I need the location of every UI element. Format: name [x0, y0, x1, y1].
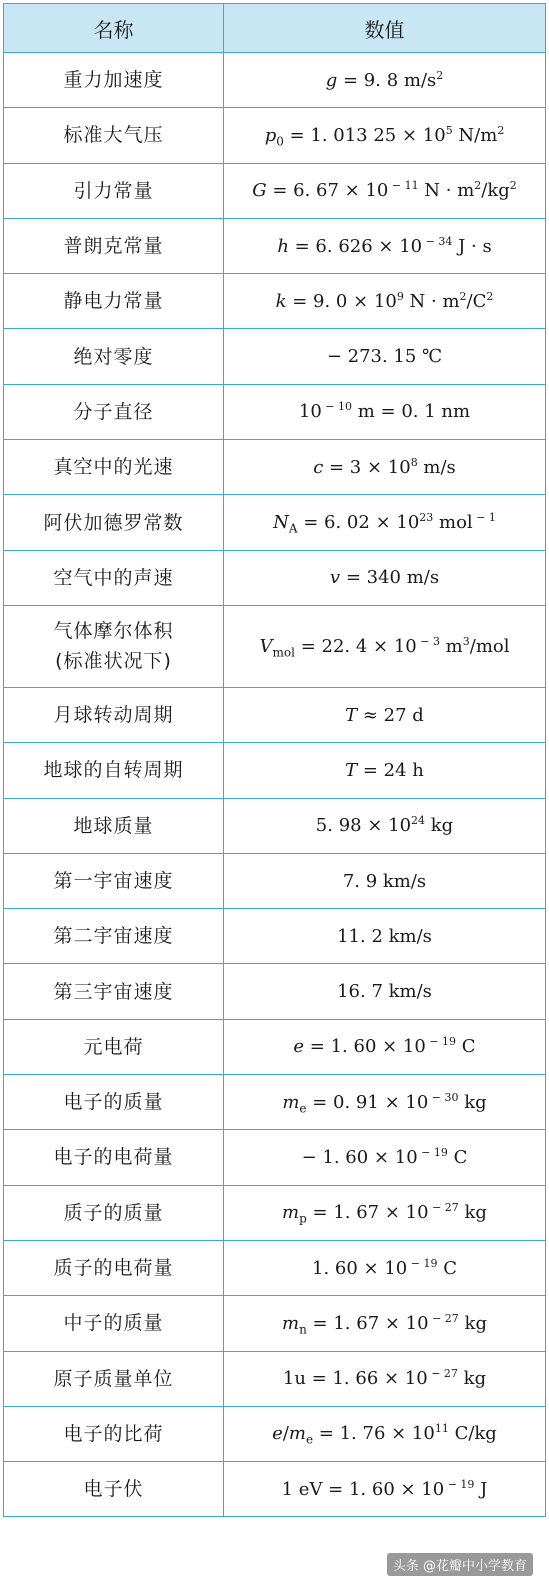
value-part-sup: − 27 — [427, 1367, 458, 1381]
constant-value — [224, 1130, 546, 1185]
constant-name-text: 绝对零度 — [73, 345, 154, 368]
table-row — [4, 1019, 546, 1074]
constant-name — [4, 495, 224, 550]
value-part-sup: 24 — [411, 814, 426, 828]
value-part-var: m — [282, 1312, 300, 1334]
value-part-sup: 9 — [396, 289, 404, 303]
constant-name — [4, 1075, 224, 1130]
constant-name — [4, 108, 224, 163]
value-part-var: p — [264, 124, 277, 146]
value-part-sup: − 19 — [425, 1035, 457, 1049]
table-row — [4, 108, 546, 163]
constant-name-text: 标准大气压 — [63, 124, 164, 147]
constant-name-text: 电子的质量 — [63, 1091, 164, 1114]
value-part-sub: e — [305, 1433, 314, 1448]
constant-name — [4, 384, 224, 439]
value-part-tail: N/m — [452, 124, 498, 146]
constant-value — [224, 1075, 546, 1130]
constant-name-text: 中子的质量 — [63, 1312, 164, 1335]
value-part-sup: − 34 — [422, 234, 453, 248]
constant-name — [4, 274, 224, 329]
constant-name — [4, 605, 224, 687]
constant-name-text: 第二宇宙速度 — [53, 925, 174, 948]
header-row — [4, 4, 546, 53]
constant-name — [4, 550, 224, 605]
constant-name-text: 地球质量 — [73, 814, 154, 837]
value-part-tail: kg — [425, 815, 454, 837]
value-part-value_post: = 340 m/s — [340, 567, 440, 589]
value-part-tail: C — [456, 1036, 476, 1058]
value-part-sup: 8 — [410, 455, 418, 469]
constant-value — [224, 163, 546, 218]
value-part-tail: N · m — [418, 180, 475, 202]
value-part-sup: − 3 — [416, 634, 440, 648]
constants-table — [3, 3, 546, 1517]
constant-name — [4, 853, 224, 908]
value-part-var: v — [329, 567, 341, 589]
table-row — [4, 440, 546, 495]
constant-name-text: 引力常量 — [73, 179, 154, 202]
constant-name — [4, 964, 224, 1019]
value-part-value_post: = 6. 67 × 10 — [266, 180, 389, 202]
constant-value — [224, 218, 546, 273]
constant-value — [224, 274, 546, 329]
constant-value — [224, 1462, 546, 1517]
value-part-var: c — [313, 456, 324, 478]
constant-name — [4, 1406, 224, 1461]
value-part-var: e — [272, 1423, 283, 1445]
constant-value — [224, 909, 546, 964]
value-part-var: m — [282, 1202, 300, 1224]
constant-name-text: 质子的电荷量 — [53, 1257, 174, 1280]
constant-name-text: 第一宇宙速度 — [53, 870, 174, 892]
constant-value — [224, 798, 546, 853]
constant-value — [224, 853, 546, 908]
value-part-sup: − 10 — [321, 400, 353, 414]
table-row — [4, 964, 546, 1019]
value-part-tail: J — [474, 1478, 488, 1500]
constant-value — [224, 384, 546, 439]
value-part-value_post: = 6. 02 × 10 — [297, 512, 420, 534]
value-part-var: g — [325, 69, 338, 91]
value-part-value_pre: 1u = 1. 66 × 10 — [282, 1368, 428, 1390]
value-part-value_pre: 11. 2 km/s — [337, 925, 432, 947]
constant-name-text: 普朗克常量 — [63, 235, 164, 258]
value-part-sup2: 2 — [497, 123, 505, 137]
value-part-sup: − 19 — [407, 1256, 438, 1270]
value-part-value_post: = 1. 60 × 10 — [304, 1036, 426, 1058]
constant-name — [4, 163, 224, 218]
constant-value — [224, 495, 546, 550]
constant-name-text: 原子质量单位 — [53, 1367, 174, 1390]
value-part-tail: m = 0. 1 nm — [352, 401, 471, 423]
value-part-tail: J · s — [452, 235, 492, 257]
value-part-sup: − 19 — [417, 1145, 448, 1159]
constant-name-text: 分子直径 — [73, 400, 154, 423]
value-part-value_pre: 16. 7 km/s — [337, 981, 432, 1003]
constant-value — [224, 964, 546, 1019]
value-part-sup: − 19 — [444, 1477, 475, 1491]
constant-value — [224, 1296, 546, 1351]
value-part-value_pre: 1. 60 × 10 — [312, 1257, 408, 1279]
table-row — [4, 1296, 546, 1351]
constant-name — [4, 1240, 224, 1295]
value-part-sub: e — [299, 1101, 307, 1116]
table-row — [4, 163, 546, 218]
constant-name-text: 月球转动周期 — [53, 704, 174, 727]
value-part-sup: 11 — [434, 1422, 449, 1436]
value-part-tail2: /kg — [481, 180, 510, 202]
table-row — [4, 1462, 546, 1517]
value-part-tail: m/s — [417, 456, 456, 478]
value-part-sup: − 27 — [428, 1311, 459, 1325]
value-part-tail: mol — [433, 512, 473, 534]
value-part-sup2: 2 — [474, 179, 482, 193]
constant-name — [4, 1296, 224, 1351]
constant-name-text: 空气中的声速 — [53, 566, 174, 589]
constant-name — [4, 218, 224, 273]
table-row — [4, 1130, 546, 1185]
value-part-tail: kg — [457, 1368, 487, 1390]
value-part-sup: − 11 — [388, 179, 419, 193]
constant-name-text: 重力加速度 — [63, 69, 164, 92]
value-part-sup: − 30 — [428, 1090, 459, 1104]
table-row — [4, 687, 546, 742]
constant-name-text: 气体摩尔体积 — [53, 620, 174, 643]
value-part-sub: mol — [272, 645, 295, 660]
constant-name — [4, 1185, 224, 1240]
constant-name — [4, 1130, 224, 1185]
value-part-value_post: ≈ 27 d — [357, 704, 424, 726]
table-row — [4, 798, 546, 853]
value-part-tail: C — [447, 1146, 468, 1168]
constant-name-text: 地球的自转周期 — [43, 759, 184, 782]
constant-name — [4, 743, 224, 798]
value-part-sub: A — [288, 521, 298, 536]
constant-name-text: 阿伏加德罗常数 — [43, 511, 184, 534]
value-part-value_post: = 1. 013 25 × 10 — [283, 124, 446, 146]
value-part-var: e — [293, 1036, 305, 1058]
value-part-value_post: = 1. 67 × 10 — [306, 1202, 429, 1224]
constant-name — [4, 687, 224, 742]
value-part-value_pre: 5. 98 × 10 — [315, 815, 412, 837]
value-part-sup: − 27 — [428, 1201, 459, 1215]
table-row — [4, 909, 546, 964]
value-part-value_pre: − 1. 60 × 10 — [301, 1146, 418, 1168]
constant-value — [224, 1406, 546, 1461]
header-value: 数值 — [224, 4, 546, 53]
value-part-var: m — [282, 1091, 300, 1113]
constant-name — [4, 440, 224, 495]
value-part-tail: N · m — [403, 290, 460, 312]
table-row — [4, 218, 546, 273]
value-part-tail: kg — [458, 1091, 487, 1113]
value-part-var: T — [345, 759, 358, 781]
constant-name — [4, 329, 224, 384]
constant-name — [4, 53, 224, 108]
constant-name-text: 质子的质量 — [63, 1201, 164, 1224]
table-row — [4, 53, 546, 108]
constant-value — [224, 1351, 546, 1406]
constant-name-text: 电子伏 — [83, 1478, 144, 1501]
value-part-tail: kg — [458, 1312, 487, 1334]
constant-value — [224, 1019, 546, 1074]
value-part-var: G — [252, 180, 267, 202]
value-part-sup3: 2 — [486, 289, 494, 303]
value-part-value_post: = 6. 626 × 10 — [288, 235, 423, 257]
table-row — [4, 605, 546, 687]
value-part-sup2: − 1 — [472, 511, 496, 525]
value-part-var: h — [277, 235, 289, 257]
constant-value — [224, 53, 546, 108]
table-row — [4, 550, 546, 605]
value-part-value_post: = 1. 67 × 10 — [306, 1312, 429, 1334]
value-part-value_pre: 7. 9 km/s — [342, 870, 427, 892]
value-part-tail: kg — [458, 1202, 487, 1224]
value-part-sup: 5 — [445, 123, 453, 137]
constant-value — [224, 440, 546, 495]
value-part-sub: n — [299, 1322, 307, 1337]
value-part-var: T — [345, 704, 358, 726]
constant-value — [224, 329, 546, 384]
table-row — [4, 495, 546, 550]
table-row — [4, 329, 546, 384]
table-row — [4, 1406, 546, 1461]
watermark: 头条 @花瓣中小学教育 — [387, 1553, 533, 1576]
constant-name — [4, 1351, 224, 1406]
value-part-value_pre: 1 eV = 1. 60 × 10 — [281, 1478, 445, 1500]
constant-name-text: 电子的比荷 — [63, 1422, 164, 1445]
header-name: 名称 — [4, 4, 224, 53]
constant-value — [224, 108, 546, 163]
table-row — [4, 853, 546, 908]
constant-value — [224, 605, 546, 687]
constant-name-text: 元电荷 — [83, 1035, 144, 1058]
constant-value — [224, 1240, 546, 1295]
value-part-tail: C/kg — [448, 1423, 497, 1445]
constant-value — [224, 1185, 546, 1240]
constant-name-text: 真空中的光速 — [53, 456, 174, 479]
value-part-sup2: 2 — [459, 289, 467, 303]
value-part-value_pre: 10 — [298, 401, 322, 423]
value-part-var: N — [273, 512, 289, 534]
value-part-value_post: = 22. 4 × 10 — [294, 635, 417, 657]
value-part-tail2: /C — [466, 290, 487, 312]
constant-name — [4, 798, 224, 853]
value-part-tail: m — [439, 635, 463, 657]
table-row — [4, 1240, 546, 1295]
value-part-tail: C — [437, 1257, 457, 1279]
constant-name — [4, 1462, 224, 1517]
constant-name-note: (标准状况下) — [55, 650, 172, 673]
value-part-value_post: / — [282, 1423, 289, 1445]
value-part-value_post: = 0. 91 × 10 — [306, 1091, 429, 1113]
value-part-value_post: = 3 × 10 — [323, 456, 411, 478]
value-part-sub: p — [299, 1211, 307, 1226]
value-part-sub: 0 — [276, 134, 284, 149]
value-part-sup: 2 — [436, 68, 444, 82]
constant-value — [224, 687, 546, 742]
table-row — [4, 1075, 546, 1130]
constant-value — [224, 550, 546, 605]
value-part-value_post: = 24 h — [357, 759, 424, 781]
constant-name — [4, 909, 224, 964]
value-part-var2: m — [288, 1423, 306, 1445]
value-part-sup2: 3 — [462, 634, 470, 648]
value-part-value_post: = 9. 0 × 10 — [286, 290, 397, 312]
value-part-value_post: = 9. 8 m/s — [337, 69, 437, 91]
value-part-var: k — [275, 290, 287, 312]
constant-name — [4, 1019, 224, 1074]
constant-name-text: 电子的电荷量 — [53, 1146, 174, 1169]
constant-name-text: 静电力常量 — [63, 290, 164, 313]
value-part-value_post2: = 1. 76 × 10 — [313, 1423, 435, 1445]
value-part-sup3: 2 — [509, 179, 517, 193]
table-row — [4, 743, 546, 798]
table-row — [4, 384, 546, 439]
constant-name-text: 第三宇宙速度 — [53, 980, 174, 1003]
table-row — [4, 1185, 546, 1240]
value-part-value_pre: − 273. 15 ℃ — [326, 346, 443, 368]
table-row — [4, 1351, 546, 1406]
value-part-sup: 23 — [419, 511, 434, 525]
value-part-tail2: /mol — [469, 635, 510, 657]
constant-value — [224, 743, 546, 798]
value-part-var: V — [259, 635, 273, 657]
table-row — [4, 274, 546, 329]
